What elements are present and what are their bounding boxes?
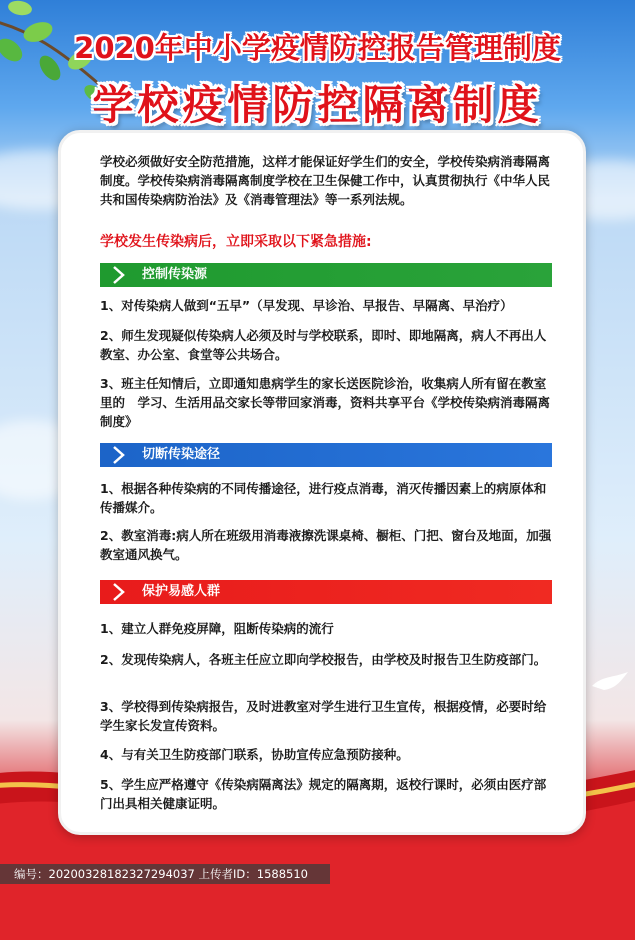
image-meta-bar: [0, 864, 330, 884]
chevron-right-icon: [106, 443, 132, 467]
list-item: 2、发现传染病人，各班主任应立即向学校报告，由学校及时报告卫生防疫部门。: [100, 652, 547, 667]
list-item: 1、建立人群免疫屏障，阻断传染病的流行: [100, 621, 334, 636]
list-item: 4、与有关卫生防疫部门联系，协助宣传应急预防接种。: [100, 747, 409, 762]
list-item: 1、对传染病人做到“五早”（早发现、早诊治、早报告、早隔离、早治疗）: [100, 298, 513, 313]
uploader-label: 上传者ID：: [198, 867, 257, 881]
list-item: 2、教室消毒:病人所在班级用消毒液擦洗课桌椅、橱柜、门把、窗台及地面，加强教室通风换气。: [100, 528, 552, 562]
section-title: 保护易感人群: [142, 584, 221, 599]
uploader-value: 1588510: [256, 867, 308, 881]
intro-paragraph: 学校必须做好安全防范措施，这样才能保证好学生们的安全，学校传染病消毒隔离制度。学校传染病消毒隔离制度学校在卫生保健工作中，认真贯彻执行《中华人民共和国传染病防治法》及《消毒管理法》等一系列法规。: [100, 154, 551, 207]
list-item: 1、根据各种传染病的不同传播途径，进行疫点消毒，消灭传播因素上的病原体和传播媒介。: [100, 481, 547, 515]
section-bar-protect-susceptible: [100, 580, 552, 604]
chevron-right-icon: [106, 263, 132, 287]
dove-decoration: [590, 668, 630, 698]
list-item: 3、学校得到传染病报告，及时进教室对学生进行卫生宣传，根据疫情，必要时给学生家长发宣传资料。: [100, 699, 547, 733]
section-title: 切断传染途径: [142, 447, 221, 462]
emergency-heading: 学校发生传染病后，立即采取以下紧急措施:: [100, 234, 372, 250]
page-title-line2: 学校疫情防控隔离制度: [92, 81, 543, 129]
list-item: 5、学生应严格遵守《传染病隔离法》规定的隔离期，返校行课时，必须由医疗部门出具相关健康证明。: [100, 777, 547, 811]
list-item: 2、师生发现疑似传染病人必须及时与学校联系，即时、即地隔离，病人不再出人教室、办公室、食堂等公共场合。: [100, 328, 547, 362]
chevron-right-icon: [106, 580, 132, 604]
section-bar-cut-transmission: [100, 443, 552, 467]
section-title: 控制传染源: [142, 267, 208, 282]
page-title-line1: 2020年中小学疫情防控报告管理制度: [74, 31, 561, 65]
section-bar-control-source: [100, 263, 552, 287]
id-value: 20200328182327294037: [48, 867, 195, 881]
list-item: 3、班主任知情后，立即通知患病学生的家长送医院诊治，收集病人所有留在教室里的 学习、生活用品交家长等带回家消毒，资料共享平台《学校传染病消毒隔离制度》: [100, 376, 551, 429]
id-label: 编号：: [14, 867, 49, 881]
